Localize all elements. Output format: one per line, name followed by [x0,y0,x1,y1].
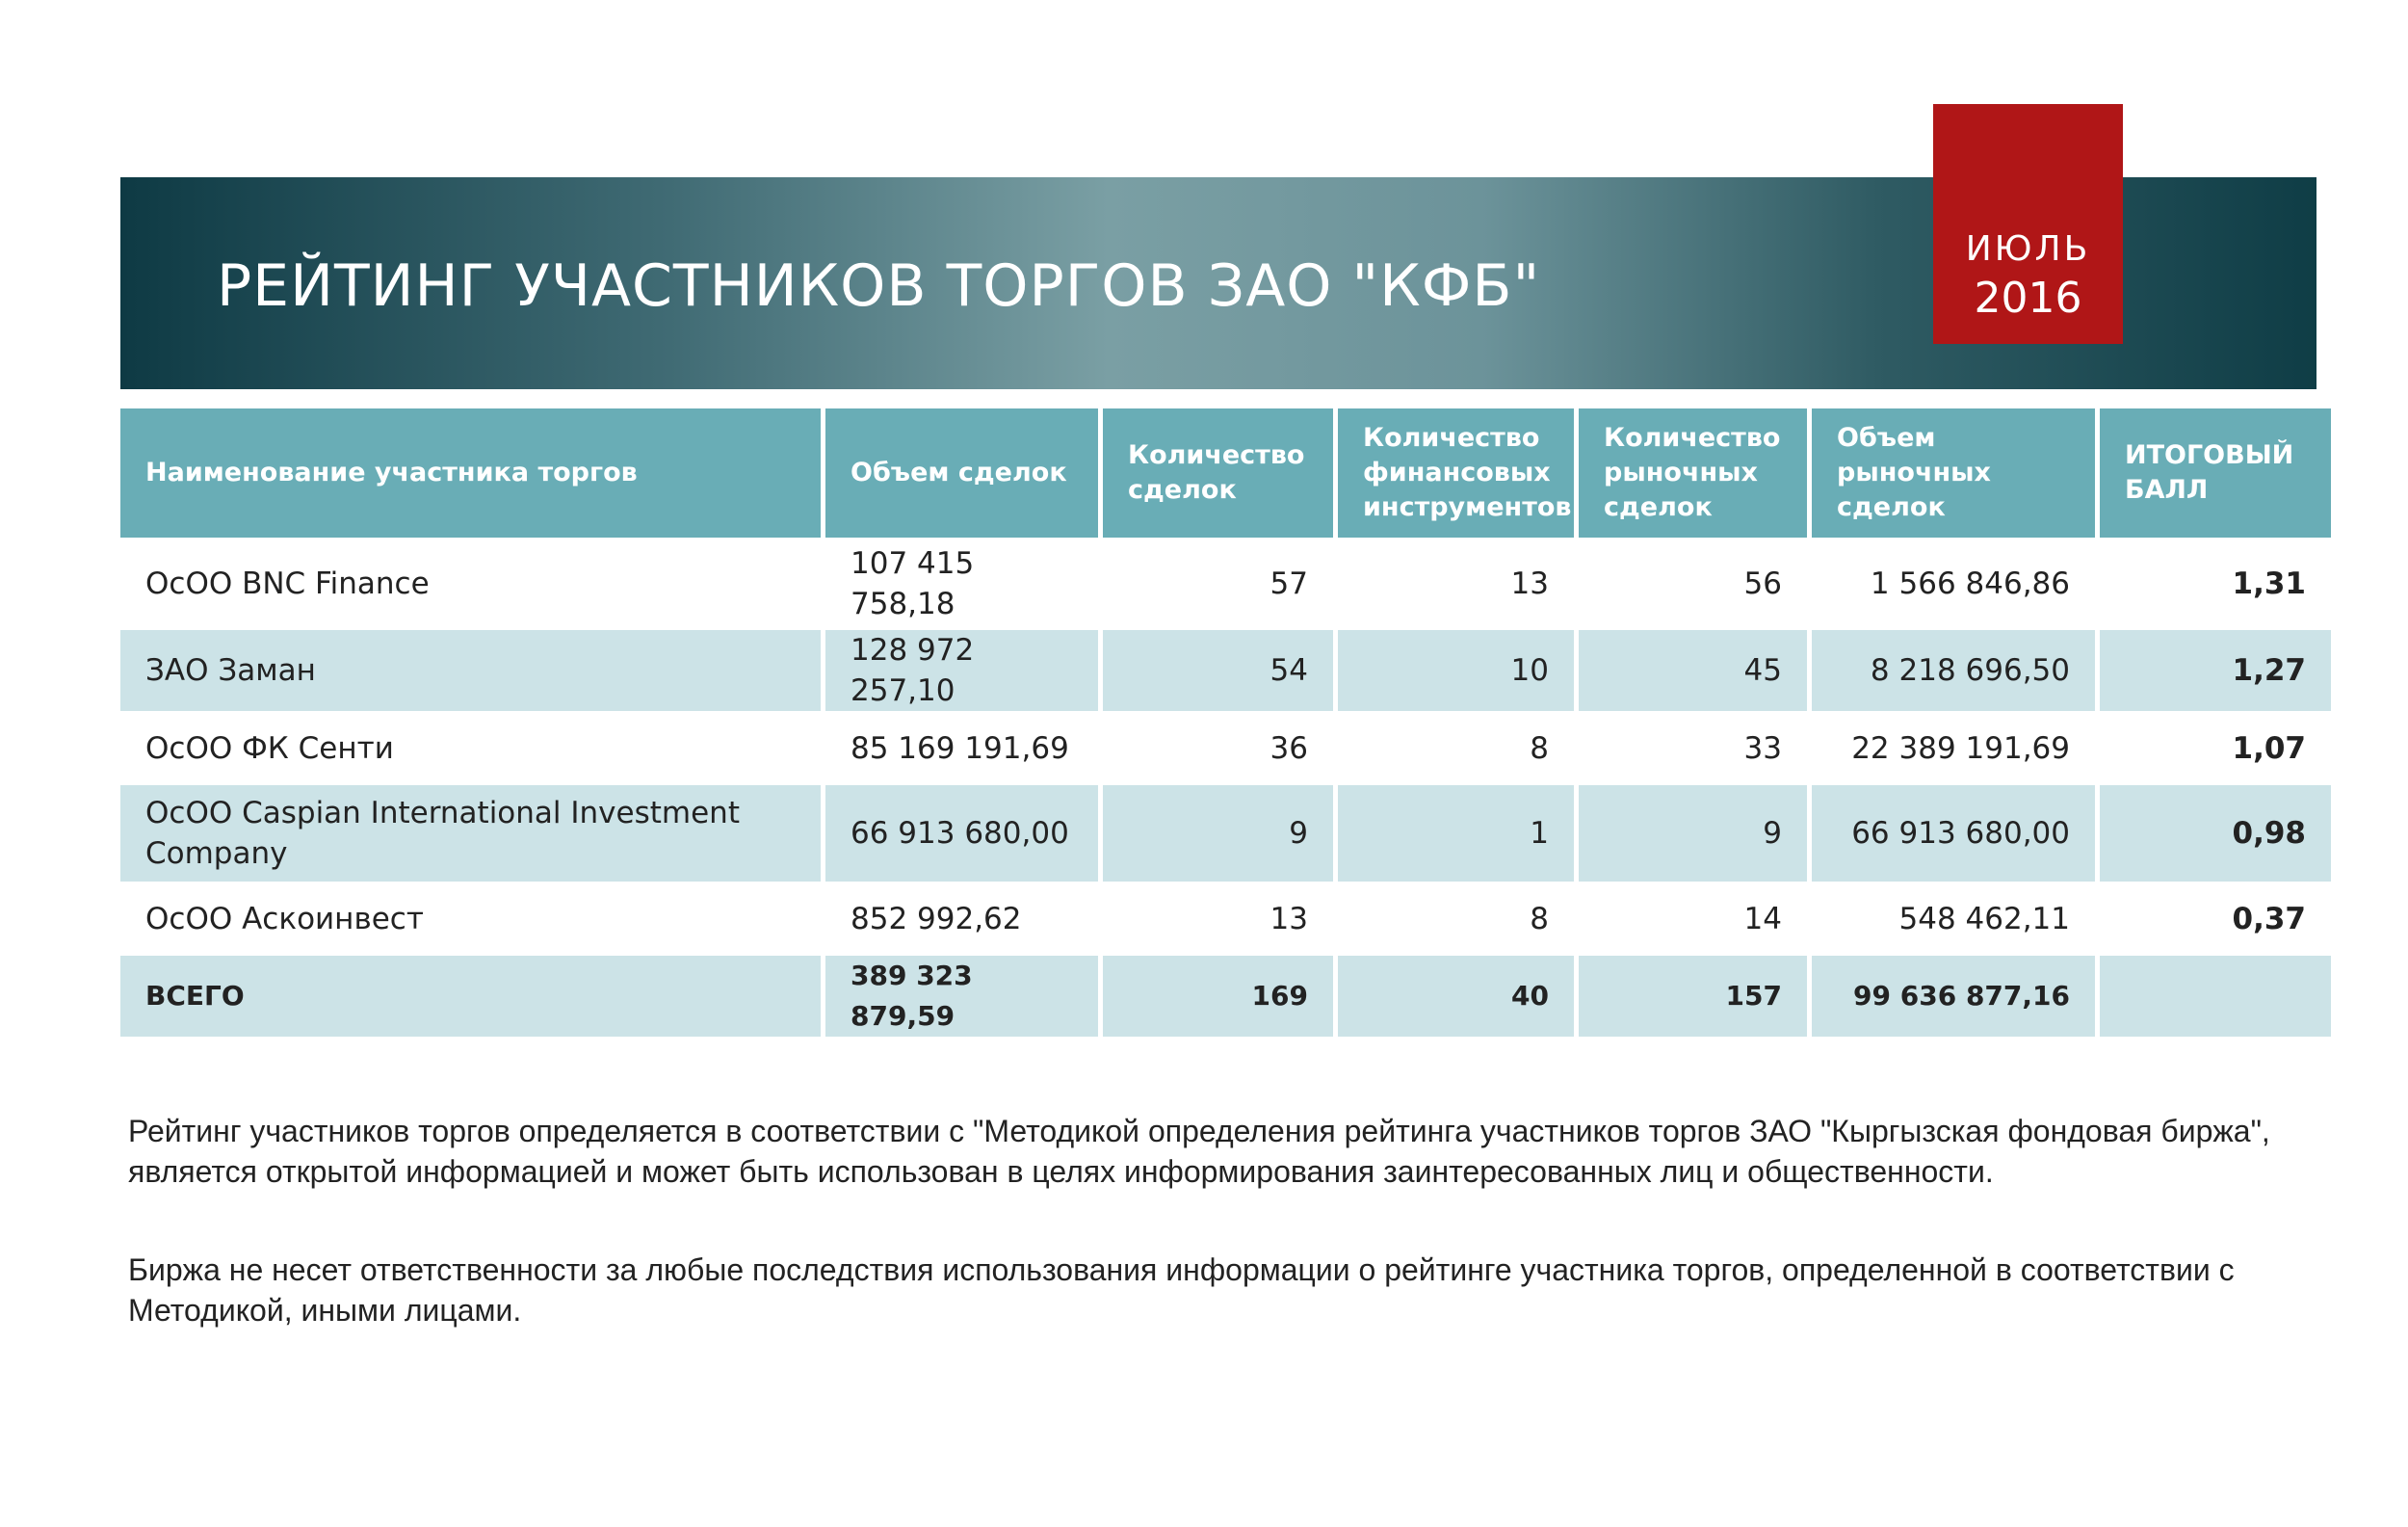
deal-volume: 852 992,62 [851,901,1022,936]
total-deal-count: 169 [1103,956,1333,1037]
market-deal-volume: 66 913 680,00 [1812,785,2095,882]
column-header: Количество финансовых инструментов [1338,408,1574,538]
disclaimer-note: Биржа не несет ответственности за любые последствия использования информации о рейтинге участника торгов, определенной в соответствии с Методикой, иными лицами. [128,1252,2235,1328]
date-year: 2016 [1974,274,2082,323]
total-score: 1,27 [2100,630,2331,711]
participant-name: ОсОО ФК Сенти [145,730,394,766]
table-row [120,630,2331,711]
market-deal-volume: 1 566 846,86 [1870,566,2070,601]
market-deal-count: 56 [1743,566,1782,601]
total-score: 0,98 [2100,785,2331,882]
table-row [120,785,2331,882]
column-header: Количество сделок [1103,408,1333,538]
instrument-count: 10 [1338,630,1574,711]
total-market-deal-count: 157 [1579,956,1807,1037]
instrument-count: 13 [1510,566,1549,601]
deal-volume: 85 169 191,69 [851,730,1069,766]
deal-count: 54 [1103,630,1333,711]
participant-name: ОсОО Caspian International Investment Company [120,785,821,882]
date-month: ИЮЛЬ [1965,229,2091,269]
table-row [120,717,2331,779]
market-deal-count: 33 [1743,730,1782,766]
deal-count: 13 [1269,901,1308,936]
market-deal-volume: 8 218 696,50 [1812,630,2095,711]
table-row [120,887,2331,950]
market-deal-count: 14 [1743,901,1782,936]
deal-count: 9 [1103,785,1333,882]
total-row [120,956,2331,1037]
market-deal-volume: 548 462,11 [1898,901,2070,936]
page-title: РЕЙТИНГ УЧАСТНИКОВ ТОРГОВ ЗАО "КФБ" [217,252,1541,320]
deal-volume: 66 913 680,00 [825,785,1098,882]
total-score: 0,37 [2232,901,2306,936]
total-score: 1,31 [2232,566,2306,601]
total-score: 1,07 [2232,730,2306,766]
market-deal-volume: 22 389 191,69 [1851,730,2070,766]
participant-name: ОсОО BNC Finance [145,566,430,601]
column-header: Количество рыночных сделок [1579,408,1807,538]
column-header: Объем сделок [825,408,1098,538]
table-row [120,543,2331,624]
total-market-deal-volume: 99 636 877,16 [1812,956,2095,1037]
deal-volume: 107 415 758,18 [851,546,975,621]
market-deal-count: 9 [1579,785,1807,882]
instrument-count: 8 [1530,901,1549,936]
table-header-row [120,408,2331,538]
total-label: ВСЕГО [120,956,821,1037]
column-header: Наименование участника торгов [120,408,821,538]
deal-count: 57 [1269,566,1308,601]
instrument-count: 8 [1530,730,1549,766]
instrument-count: 1 [1338,785,1574,882]
total-instrument-count: 40 [1338,956,1574,1037]
deal-count: 36 [1269,730,1308,766]
total-score-empty [2100,956,2331,1037]
column-header: ИТОГОВЫЙ БАЛЛ [2100,408,2331,538]
methodology-note: Рейтинг участников торгов определяется в соответствии с "Методикой определения рейтинга участников торгов ЗАО "Кыргызская фондовая биржа", является открытой информацией и может быть использован в целях информирования заинтересованных лиц и общественности. [128,1114,2270,1189]
deal-volume: 128 972 257,10 [825,630,1098,711]
participant-name: ЗАО Заман [120,630,821,711]
participant-name: ОсОО Аскоинвест [145,901,424,936]
rating-table [116,403,2336,1042]
total-deal-volume: 389 323 879,59 [825,956,1098,1037]
market-deal-count: 45 [1579,630,1807,711]
date-badge [1933,104,2123,344]
column-header: Объем рыночных сделок [1812,408,2095,538]
